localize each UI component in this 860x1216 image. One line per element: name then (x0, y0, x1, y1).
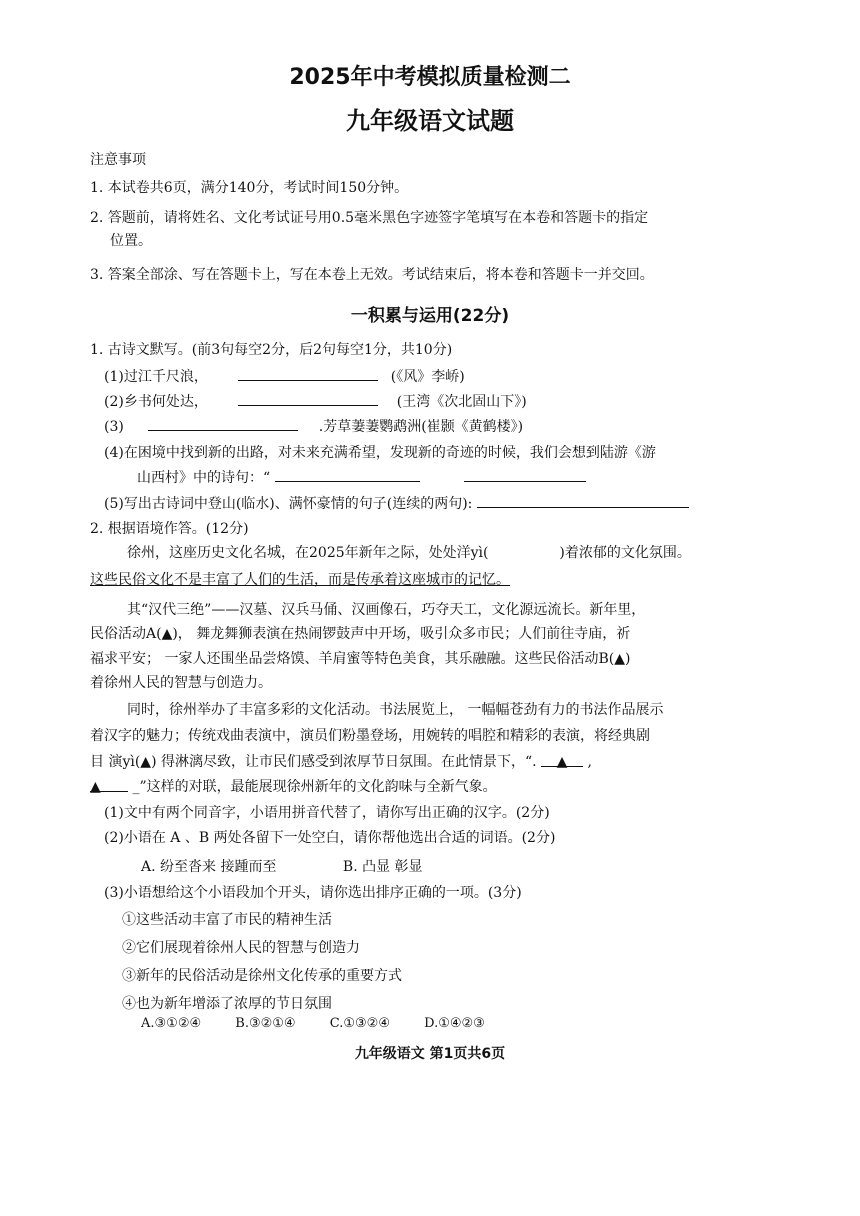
section-title: 一积累与运用(22分) (350, 306, 510, 326)
option-d[interactable]: D.①④②③ (424, 1016, 485, 1031)
q2-para-2-a: 其“汉代三绝”——汉墓、汉兵马俑、汉画像石，巧夺天工，文化源远流长。新年里， (127, 602, 646, 618)
answer-blank[interactable] (238, 391, 378, 406)
option-c[interactable]: C.①③②④ (329, 1016, 390, 1031)
q2-sub-3-item-2: ②它们展现着徐州人民的智慧与创造力 (122, 940, 360, 956)
q2-stem: 2. 根据语境作答。(12分) (90, 521, 249, 537)
q2-sub-3-item-3: ③新年的民俗活动是徐州文化传承的重要方式 (122, 968, 402, 984)
option-b[interactable]: B.③②①④ (235, 1016, 296, 1031)
q2-para-2-c: 福求平安； 一家人还围坐品尝烙馍、羊肩蜜等特色美食，其乐融融。这些民俗活动B(▲) (90, 651, 631, 667)
q2-sub-3-options (141, 1014, 485, 1034)
q2-sub-3-item-4: ④也为新年增添了浓厚的节日氛围 (122, 996, 332, 1012)
option-a[interactable]: A. 纷至沓来 接踵而至 (141, 859, 277, 875)
q2-para-3-c: 目 演yì(▲) 得淋漓尽致，让市民们感受到浓厚节日氛围。在此情景下，“. ▲ , (90, 754, 592, 770)
q2-para-3-a: 同时，徐州举办了丰富多彩的文化活动。书法展览上， 一幅幅苍劲有力的书法作品展示 (127, 702, 664, 718)
answer-blank[interactable] (275, 467, 420, 482)
q2-sub-3-item-1: ①这些活动丰富了市民的精神生活 (122, 912, 332, 928)
answer-blank[interactable] (238, 366, 378, 381)
exam-title: 2025年中考模拟质量检测二 (289, 65, 571, 90)
q2-para-2-d: 着徐州人民的智慧与创造力。 (90, 675, 272, 691)
answer-blank[interactable] (148, 416, 298, 431)
page-footer: 九年级语文 第1页共6页 (354, 1046, 506, 1062)
q2-para-2-b: 民俗活动A(▲)， 舞龙舞狮表演在热闹锣鼓声中开场，吸引众多市民；人们前往寺庙，祈 (90, 626, 631, 642)
exam-subtitle: 九年级语文试题 (346, 107, 514, 135)
q1-line-4-cont-text: 山西村》中的诗句：“ (137, 470, 271, 486)
q1-line-3-text: (3) (104, 419, 124, 435)
answer-blank[interactable] (464, 467, 586, 482)
q2-para-3-b: 着汉字的魅力；传统戏曲表演中，演员们粉墨登场，用婉转的唱腔和精彩的表演，将经典剧 (90, 728, 650, 744)
option-a[interactable]: A.③①②④ (141, 1016, 202, 1031)
q1-line-4: (4)在困境中找到新的出路，对未来充满希望，发现新的奇迹的时候，我们会想到陆游《游 (104, 445, 656, 461)
notes-item-3: 3. 答案全部涂、写在答题卡上，写在本卷上无效。考试结束后，将本卷和答题卡一并交回。 (90, 267, 654, 283)
q1-line-2-source: (王湾《次北固山下》) (396, 394, 527, 410)
q1-line-1-text: (1)过江千尺浪， (104, 369, 208, 385)
notes-item-1: 1. 本试卷共6页，满分140分，考试时间150分钟。 (90, 180, 409, 196)
q1-line-5 (104, 493, 689, 514)
q2-para-1-a: 徐州，这座历史文化名城，在2025年新年之际，处处洋yì( (127, 545, 489, 561)
triangle-mark-icon: ▲ (556, 754, 568, 770)
q1-line-1 (104, 366, 465, 387)
notes-heading: 注意事项 (90, 152, 146, 168)
q2-para-1 (127, 543, 691, 563)
q2-para-3-d (90, 777, 497, 797)
triangle-mark-icon: ▲ (90, 779, 101, 795)
couplet-blank[interactable] (541, 752, 583, 770)
q2-para-3-d-text: _”这样的对联，最能展现徐州新年的文化韵味与全新气象。 (132, 779, 497, 795)
option-b[interactable]: B. 凸显 彰显 (342, 859, 423, 875)
q2-para-1-underlined: 这些民俗文化不是丰富了人们的生活，而是传承着这座城市的记忆。 (90, 572, 510, 588)
q1-line-3 (104, 416, 523, 437)
q2-sub-1: (1)文中有两个同音字，小语用拼音代替了，请你写出正确的汉字。(2分) (104, 805, 550, 821)
q2-sub-2: (2)小语在 A 、B 两处各留下一处空白，请你帮他选出合适的词语。(2分) (104, 830, 556, 846)
q1-line-3-source: .芳草萋萋鹦鹉洲(崔颢《黄鹤楼》) (318, 419, 524, 435)
q1-line-1-source: (《风》李峤) (390, 369, 465, 385)
q2-para-1-b: )着浓郁的文化氛围。 (559, 545, 691, 561)
notes-item-2: 2. 答题前，请将姓名、文化考试证号用0.5毫米黑色字迹签字笔填写在本卷和答题卡的指定 (90, 210, 649, 226)
q2-para-3-c-text: 目 演yì(▲) 得淋漓尽致，让市民们感受到浓厚节日氛围。在此情景下，“. (90, 754, 537, 770)
q1-line-5-text: (5)写出古诗词中登山(临水)、满怀豪情的句子(连续的两句): (104, 496, 473, 512)
q1-line-2-text: (2)乡书何处达， (104, 394, 208, 410)
notes-item-2-cont: 位置。 (110, 233, 152, 249)
q2-sub-3: (3)小语想给这个小语段加个开头，请你选出排序正确的一项。(3分) (104, 885, 522, 901)
q1-line-2 (104, 391, 527, 412)
answer-blank[interactable] (477, 493, 689, 508)
couplet-blank[interactable] (90, 777, 128, 795)
q1-line-4-cont (137, 467, 586, 488)
q1-stem: 1. 古诗文默写。(前3句每空2分，后2句每空1分，共10分) (90, 342, 453, 358)
q2-sub-2-options (141, 857, 423, 877)
